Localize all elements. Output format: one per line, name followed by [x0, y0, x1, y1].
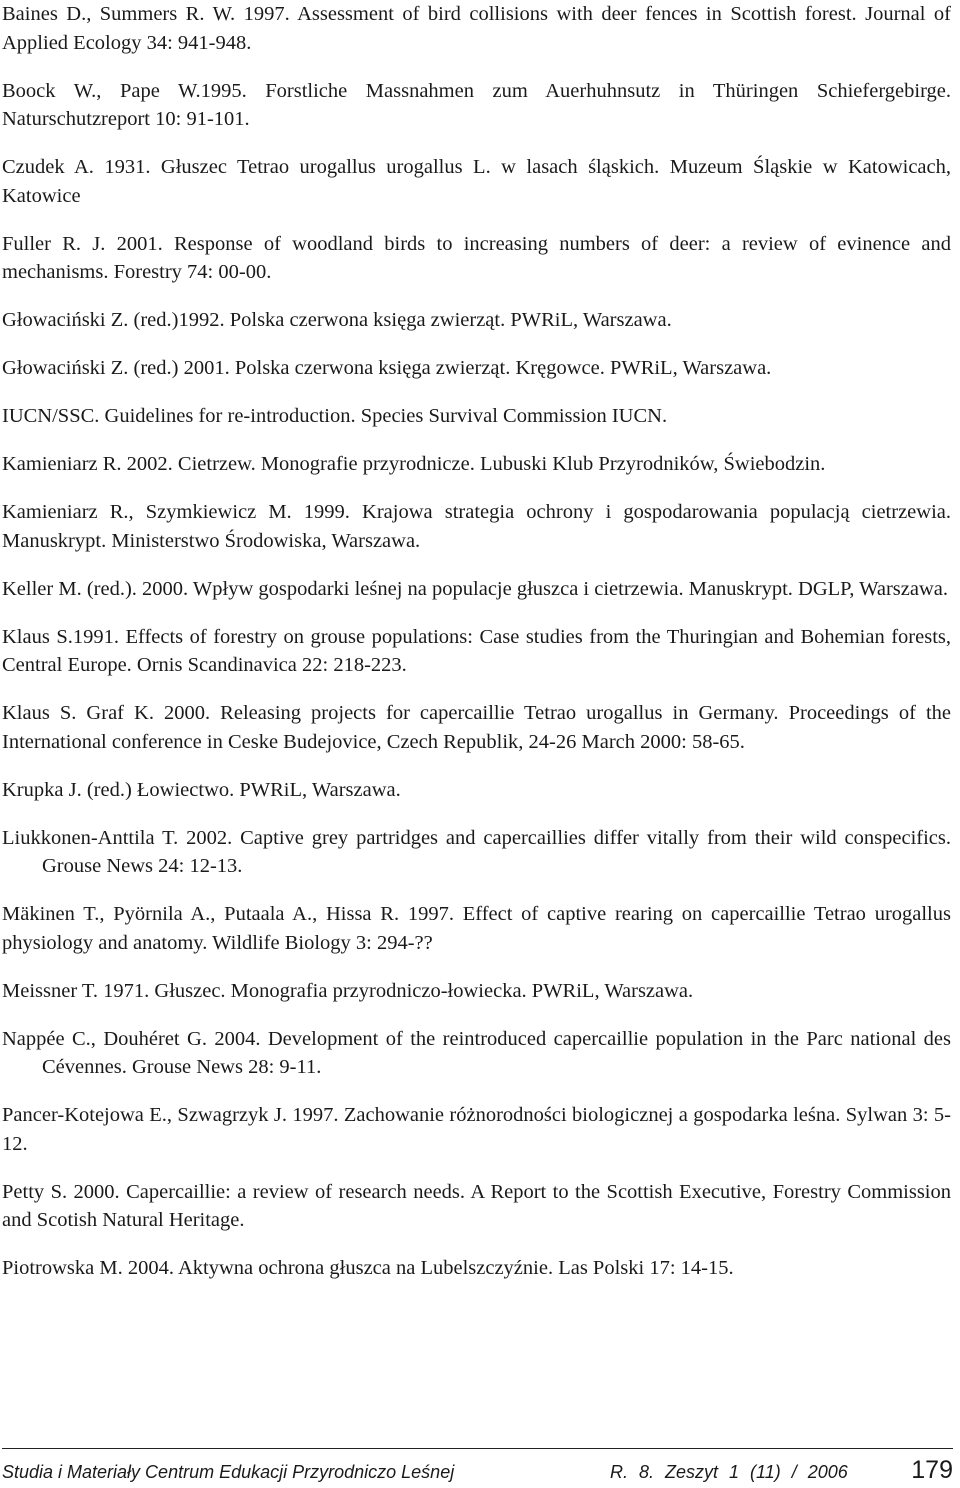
reference-list [2, 0, 951, 1302]
reference-entry: Keller M. (red.). 2000. Wpływ gospodarki leśnej na populacje głuszca i cietrzewia. Manuskrypt. DGLP, Warszawa. [2, 577, 949, 600]
reference-entry: Fuller R. J. 2001. Response of woodland birds to increasing numbers of deer: a review of evinence and mechanisms. Forestry 74: 00-00. [2, 232, 951, 283]
page-number: 179 [911, 1456, 953, 1484]
reference-entry: Klaus S. Graf K. 2000. Releasing projects for capercaillie Tetrao urogallus in Germany. Proceedings of the International conference in Ceske Budejovice, Czech Republik, 24-26 March 2000: 58-65. [2, 702, 951, 753]
reference-entry: Meissner T. 1971. Głuszec. Monografia przyrodniczo-łowiecka. PWRiL, Warszawa. [2, 979, 694, 1002]
footer-volume-info: R. 8. Zeszyt 1 (11) / 2006 [610, 1462, 848, 1482]
reference-entry: Czudek A. 1931. Głuszec Tetrao urogallus urogallus L. w lasach śląskich. Muzeum Śląskie w Katowicach, Katowice [2, 156, 951, 207]
reference-entry: Klaus S.1991. Effects of forestry on grouse populations: Case studies from the Thuringian and Bohemian forests, Central Europe. Ornis Scandinavica 22: 218-223. [2, 625, 951, 676]
page-footer [2, 1456, 953, 1486]
reference-entry: Petty S. 2000. Capercaillie: a review of research needs. A Report to the Scottish Executive, Forestry Commission and Scotish Natural Heritage. [2, 1180, 951, 1231]
reference-entry: Liukkonen-Anttila T. 2002. Captive grey partridges and capercaillies differ vitally from their wild conspecifics. Grouse News 24: 12-13. [2, 826, 951, 877]
reference-entry: Boock W., Pape W.1995. Forstliche Massnahmen zum Auerhuhnsutz in Thüringen Schiefergebirge. Naturschutzreport 10: 91-101. [2, 79, 951, 130]
reference-entry: IUCN/SSC. Guidelines for re-introduction. Species Survival Commission IUCN. [2, 405, 668, 427]
reference-entry: Kamieniarz R. 2002. Cietrzew. Monografie przyrodnicze. Lubuski Klub Przyrodników, Świebodzin. [2, 453, 826, 475]
reference-entry: Głowaciński Z. (red.)1992. Polska czerwona księga zwierząt. PWRiL, Warszawa. [2, 309, 672, 331]
footer-journal-title: Studia i Materiały Centrum Edukacji Przyrodniczo Leśnej [2, 1462, 455, 1482]
reference-entry: Piotrowska M. 2004. Aktywna ochrona głuszca na Lubelszczyźnie. Las Polski 17: 14-15. [2, 1257, 734, 1279]
reference-entry: Baines D., Summers R. W. 1997. Assessment of bird collisions with deer fences in Scottish forest. Journal of Applied Ecology 34: 941-948. [2, 3, 951, 54]
reference-entry: Mäkinen T., Pyörnila A., Putaala A., Hissa R. 1997. Effect of captive rearing on capercaillie Tetrao urogallus physiology and anatomy. Wildlife Biology 3: 294-?? [2, 903, 951, 954]
reference-entry: Kamieniarz R., Szymkiewicz M. 1999. Krajowa strategia ochrony i gospodarowania populacją cietrzewia. Manuskrypt. Ministerstwo Środowiska, Warszawa. [2, 501, 951, 552]
reference-entry: Pancer-Kotejowa E., Szwagrzyk J. 1997. Zachowanie różnorodności biologicznej a gospodarka leśna. Sylwan 3: 5-12. [2, 1104, 951, 1155]
footer-divider [2, 1448, 953, 1449]
reference-entry: Nappée C., Douhéret G. 2004. Development of the reintroduced capercaillie population in the Parc national des Cévennes. Grouse News 28: 9-11. [2, 1027, 951, 1078]
reference-entry: Krupka J. (red.) Łowiectwo. PWRiL, Warszawa. [2, 778, 401, 801]
reference-entry: Głowaciński Z. (red.) 2001. Polska czerwona księga zwierząt. Kręgowce. PWRiL, Warszawa. [2, 357, 772, 379]
